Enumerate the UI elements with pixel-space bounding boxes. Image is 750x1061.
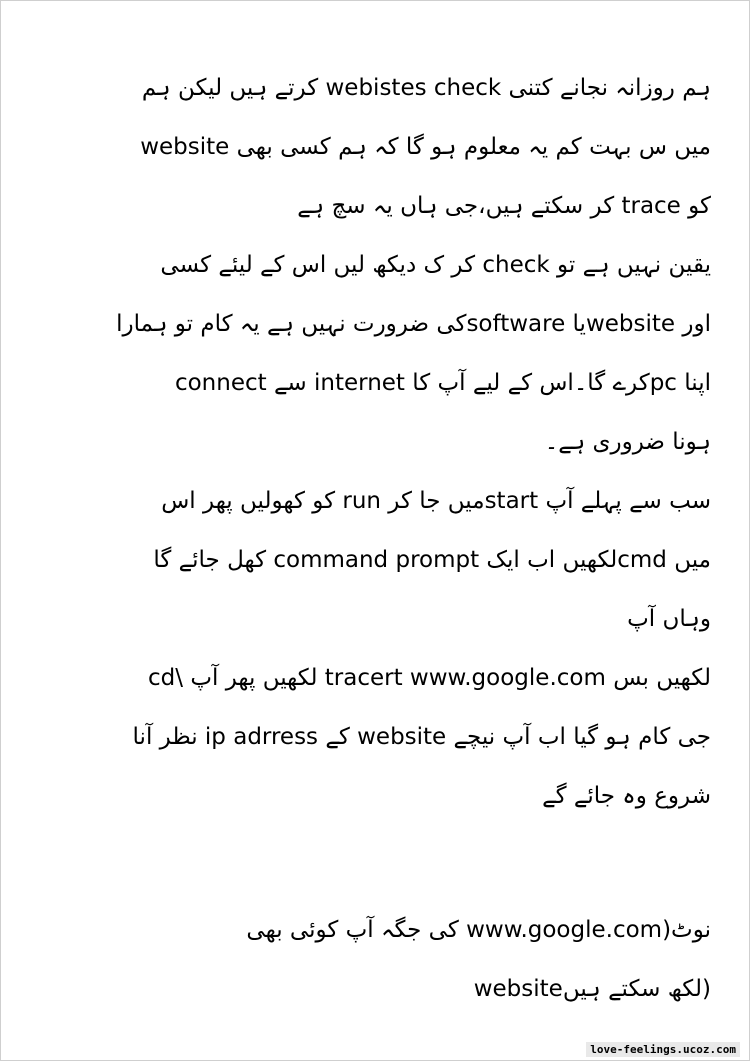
text-line-12: جی کام ہو گیا اب آپ نیچے website کے ip adrress نظر آنا — [132, 724, 711, 750]
text-line-1: ہم روزانہ نجانے کتنی webistes check کرتے ہیں لیکن ہم — [141, 75, 711, 101]
note-line-2: websiteلکھ سکتے ہیں) — [473, 976, 711, 1002]
text-line-13: شروع وہ جائے گے — [542, 783, 711, 809]
text-line-2: میں س بہت کم یہ معلوم ہو گا کہ ہم کسی بھی website — [140, 134, 711, 160]
text-line-10: وہاں آپ — [627, 606, 711, 632]
text-line-6: اپنا pcکرے گا۔اس کے لیے آپ کا internet سے connect — [174, 370, 711, 396]
site-watermark: love-feelings.ucoz.com — [586, 1042, 740, 1057]
article-body — [41, 59, 711, 1019]
text-line-5: اور websiteیا softwareکی ضرورت نہیں ہے یہ کام تو ہمارا — [116, 311, 711, 337]
text-line-9: میں cmdلکھیں اب ایک command prompt کھل جائے گا — [153, 547, 711, 573]
text-line-11: cd\ لکھیں پھر آپ tracert www.google.com لکھیں بس — [148, 665, 711, 691]
note-line-1: نوٹ(www.google.com کی جگہ آپ کوئی بھی — [246, 917, 711, 943]
blank-line — [41, 826, 711, 901]
text-line-4: یقین نہیں ہے تو check کر ک دیکھ لیں اس کے لیئے کسی — [160, 252, 711, 278]
text-line-3: کو trace کر سکتے ہیں،جی ہاں یہ سچ ہے — [297, 193, 711, 219]
text-line-8: سب سے پہلے آپ startمیں جا کر run کو کھولیں پھر اس — [161, 488, 711, 514]
text-line-7: ہونا ضروری ہے۔ — [544, 429, 711, 455]
